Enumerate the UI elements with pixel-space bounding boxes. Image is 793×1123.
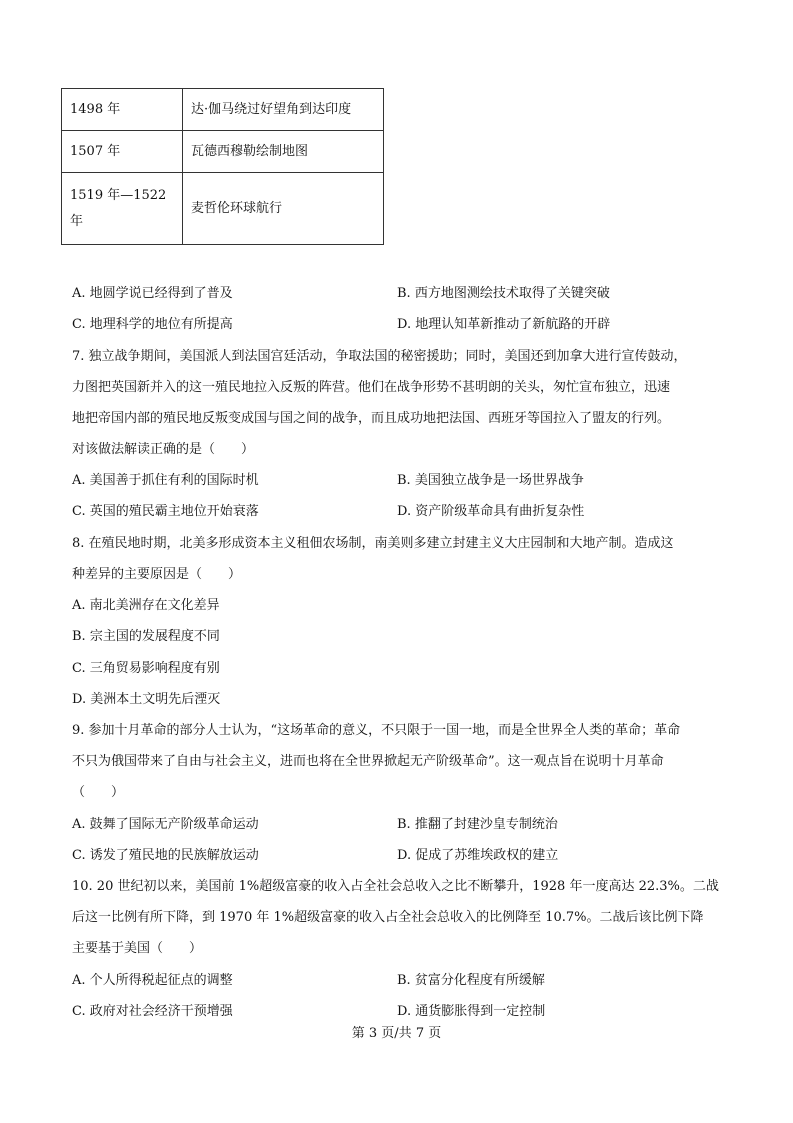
q9-option-b[interactable]: B. 推翻了封建沙皇专制统治: [397, 817, 558, 832]
q10-option-c[interactable]: C. 政府对社会经济干预增强: [72, 1004, 233, 1019]
q7-stem-line: 7. 独立战争期间，美国派人到法国宫廷活动，争取法国的秘密援助；同时，美国还到加拿大进行宣传鼓动，: [72, 349, 687, 364]
q6-option-a[interactable]: A. 地圆学说已经得到了普及: [72, 286, 233, 301]
q10-stem-line: 后这一比例有所下降，到 1970 年 1%超级富豪的收入占全社会总收入的比例降至 10.7%。二战后该比例下降: [72, 910, 704, 925]
q9-option-c[interactable]: C. 诱发了殖民地的民族解放运动: [72, 848, 259, 863]
timeline-event: 瓦德西穆勒绘制地图: [183, 131, 384, 173]
page-number: 第 3 页/共 7 页: [351, 1026, 442, 1041]
table-row: [62, 89, 384, 131]
q8-option-c[interactable]: C. 三角贸易影响程度有别: [72, 661, 220, 676]
q9-option-d[interactable]: D. 促成了苏维埃政权的建立: [397, 848, 559, 863]
q10-option-d[interactable]: D. 通货膨胀得到一定控制: [397, 1004, 546, 1019]
q7-option-b[interactable]: B. 美国独立战争是一场世界战争: [397, 473, 584, 488]
table-row: [62, 173, 384, 245]
q7-option-c[interactable]: C. 英国的殖民霸主地位开始衰落: [72, 504, 259, 519]
q9-stem-line: 9. 参加十月革命的部分人士认为，“这场革命的意义，不只限于一国一地，而是全世界全人类的革命；革命: [72, 723, 681, 738]
q7-stem-line: 对该做法解读正确的是（ ）: [72, 442, 255, 457]
timeline-year-line: 1519 年—1522: [70, 187, 167, 203]
q10-option-a[interactable]: A. 个人所得税起征点的调整: [72, 973, 233, 988]
q8-option-a[interactable]: A. 南北美洲存在文化差异: [72, 598, 220, 613]
q8-stem-line: 8. 在殖民地时期，北美多形成资本主义租佃农场制，南美则多建立封建主义大庄园制和大地产制。造成这: [72, 536, 674, 551]
timeline-year: 1507 年: [62, 131, 183, 173]
timeline-year: 1498 年: [62, 89, 183, 131]
q7-option-a[interactable]: A. 美国善于抓住有利的国际时机: [72, 473, 259, 488]
q6-option-c[interactable]: C. 地理科学的地位有所提高: [72, 317, 233, 332]
q8-option-d[interactable]: D. 美洲本土文明先后湮灭: [72, 692, 221, 707]
q10-stem-line: 主要基于美国（ ）: [72, 941, 203, 956]
q6-option-d[interactable]: D. 地理认知革新推动了新航路的开辟: [397, 317, 611, 332]
q10-stem-line: 10. 20 世纪初以来，美国前 1%超级富豪的收入占全社会总收入之比不断攀升，1928 年一度高达 22.3%。二战: [72, 879, 719, 894]
q7-option-d[interactable]: D. 资产阶级革命具有曲折复杂性: [397, 504, 585, 519]
q9-option-a[interactable]: A. 鼓舞了国际无产阶级革命运动: [72, 817, 259, 832]
timeline-event: 达·伽马绕过好望角到达印度: [183, 89, 384, 131]
q7-stem-line: 地把帝国内部的殖民地反叛变成国与国之间的战争，而且成功地把法国、西班牙等国拉入了盟友的行列。: [72, 411, 671, 426]
q9-stem-line: 不只为俄国带来了自由与社会主义，进而也将在全世界掀起无产阶级革命”。这一观点旨在说明十月革命: [72, 754, 664, 769]
table-row: [62, 131, 384, 173]
q7-stem-line: 力图把英国新并入的这一殖民地拉入反叛的阵营。他们在战争形势不甚明朗的关头，匆忙宣布独立，迅速: [72, 380, 671, 395]
timeline-year-line: 年: [70, 213, 84, 229]
q6-option-b[interactable]: B. 西方地图测绘技术取得了关键突破: [397, 286, 610, 301]
timeline-event: 麦哲伦环球航行: [183, 173, 384, 245]
q10-option-b[interactable]: B. 贫富分化程度有所缓解: [397, 973, 545, 988]
timeline-table: [61, 88, 384, 245]
q8-stem-line: 种差异的主要原因是（ ）: [72, 567, 242, 582]
timeline-year: [62, 173, 183, 245]
q8-option-b[interactable]: B. 宗主国的发展程度不同: [72, 629, 220, 644]
q9-stem-line: （ ）: [72, 785, 125, 800]
